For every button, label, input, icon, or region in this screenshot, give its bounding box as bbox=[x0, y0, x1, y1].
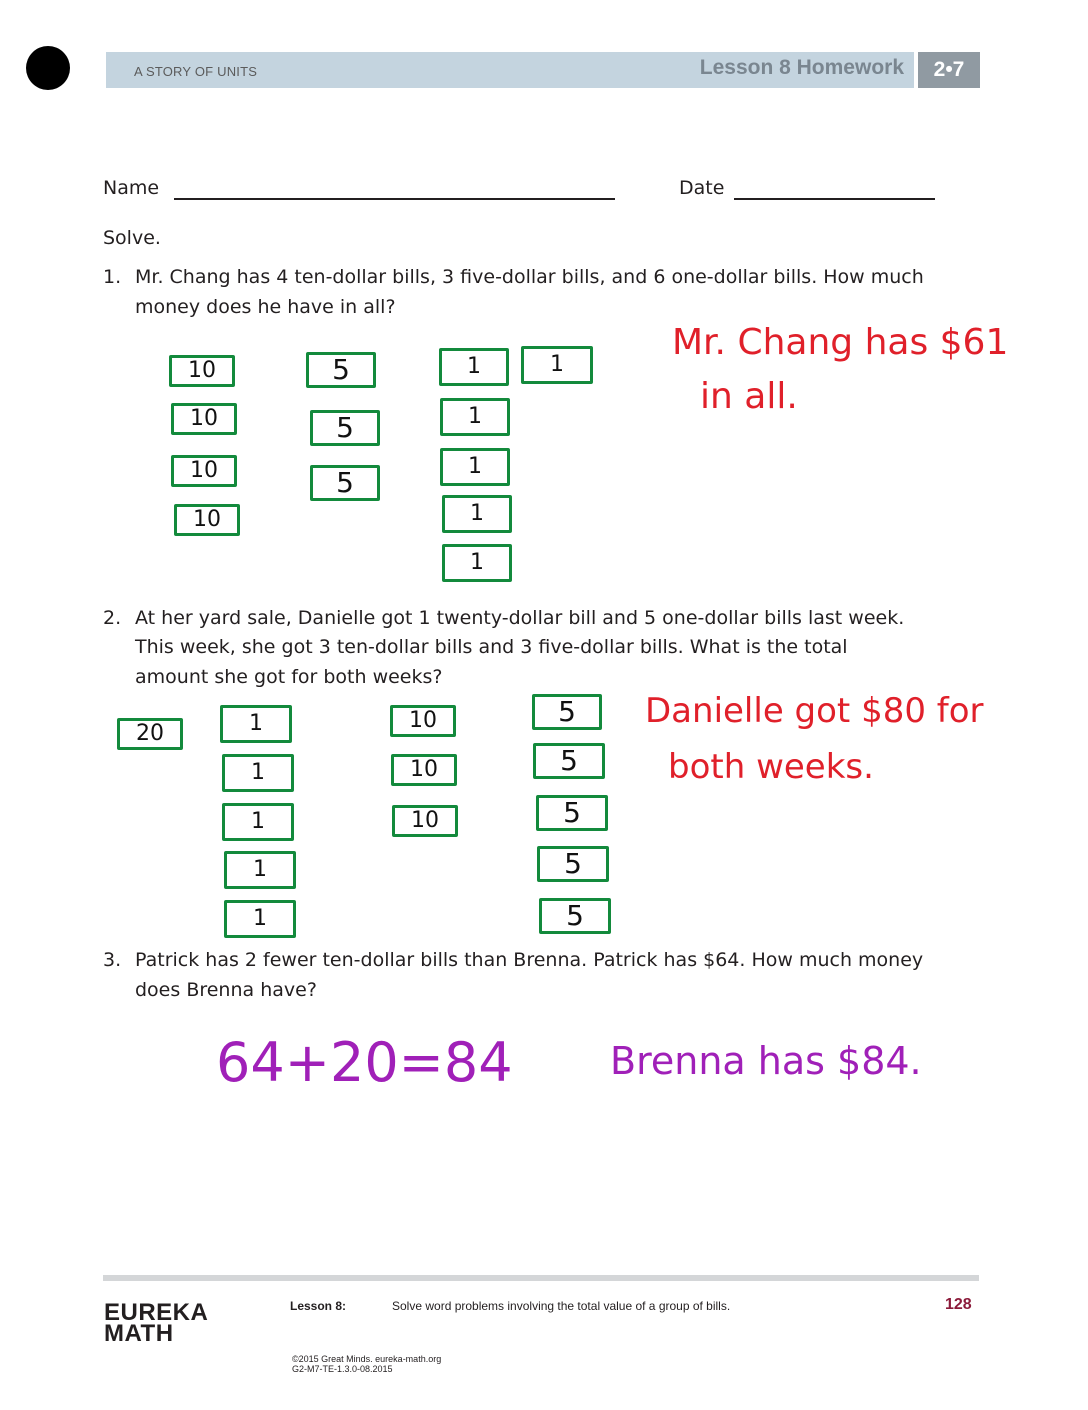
lesson-title: Lesson 8 Homework bbox=[699, 56, 904, 79]
one-dollar-bill: 1 bbox=[224, 900, 296, 938]
five-dollar-bill: 5 bbox=[532, 694, 602, 730]
one-dollar-bill: 1 bbox=[440, 398, 510, 436]
date-label: Date bbox=[679, 177, 725, 199]
problem-1-number: 1. bbox=[103, 266, 122, 288]
problem-2-text: This week, she got 3 ten-dollar bills and 3 five-dollar bills. What is the total bbox=[135, 636, 848, 658]
instructions: Solve. bbox=[103, 227, 161, 249]
one-dollar-bill: 1 bbox=[442, 495, 512, 533]
one-dollar-bill: 1 bbox=[439, 348, 509, 386]
ten-dollar-bill: 10 bbox=[391, 754, 457, 786]
problem-1-text: Mr. Chang has 4 ten-dollar bills, 3 five-dollar bills, and 6 one-dollar bills. How much bbox=[135, 266, 924, 288]
work-3-equation: 64+20=84 bbox=[216, 1031, 513, 1094]
answer-1-line-2: in all. bbox=[700, 376, 798, 417]
ten-dollar-bill: 10 bbox=[390, 705, 456, 737]
copyright: ©2015 Great Minds. eureka-math.org G2-M7-TE-1.3.0-08.2015 bbox=[292, 1354, 442, 1374]
problem-3-number: 3. bbox=[103, 949, 122, 971]
five-dollar-bill: 5 bbox=[310, 465, 380, 501]
one-dollar-bill: 1 bbox=[222, 803, 294, 841]
ten-dollar-bill: 10 bbox=[171, 455, 237, 487]
five-dollar-bill: 5 bbox=[533, 743, 605, 779]
problem-2-text: amount she got for both weeks? bbox=[135, 666, 443, 688]
ten-dollar-bill: 10 bbox=[174, 504, 240, 536]
one-dollar-bill: 1 bbox=[220, 705, 292, 743]
one-dollar-bill: 1 bbox=[442, 544, 512, 582]
problem-2-number: 2. bbox=[103, 607, 122, 629]
name-field[interactable] bbox=[174, 198, 615, 200]
five-dollar-bill: 5 bbox=[536, 795, 608, 831]
grade-module-badge: 2•7 bbox=[918, 52, 980, 88]
answer-1-line-1: Mr. Chang has $61 bbox=[672, 322, 1009, 363]
date-field[interactable] bbox=[734, 198, 935, 200]
footer-lesson-description: Solve word problems involving the total value of a group of bills. bbox=[392, 1299, 731, 1313]
answer-2-line-1: Danielle got $80 for bbox=[645, 691, 984, 731]
problem-3-text: Patrick has 2 fewer ten-dollar bills than Brenna. Patrick has $64. How much money bbox=[135, 949, 924, 971]
eureka-math-logo: EUREKA MATH bbox=[104, 1299, 209, 1347]
five-dollar-bill: 5 bbox=[310, 410, 380, 446]
one-dollar-bill: 1 bbox=[222, 754, 294, 792]
footer-lesson-label: Lesson 8: bbox=[290, 1299, 347, 1313]
ten-dollar-bill: 10 bbox=[171, 403, 237, 435]
footer-rule bbox=[103, 1275, 979, 1281]
five-dollar-bill: 5 bbox=[539, 898, 611, 934]
name-label: Name bbox=[103, 177, 160, 199]
five-dollar-bill: 5 bbox=[537, 846, 609, 882]
answer-2-line-2: both weeks. bbox=[668, 747, 874, 787]
one-dollar-bill: 1 bbox=[440, 448, 510, 486]
binder-hole bbox=[26, 46, 70, 90]
problem-1-text: money does he have in all? bbox=[135, 296, 396, 318]
one-dollar-bill: 1 bbox=[521, 346, 593, 384]
answer-3: Brenna has $84. bbox=[610, 1039, 922, 1083]
series-title: A STORY OF UNITS bbox=[134, 64, 258, 79]
problem-2-text: At her yard sale, Danielle got 1 twenty-dollar bill and 5 one-dollar bills last week. bbox=[135, 607, 905, 629]
ten-dollar-bill: 10 bbox=[169, 355, 235, 387]
problem-3-text: does Brenna have? bbox=[135, 979, 317, 1001]
ten-dollar-bill: 10 bbox=[392, 805, 458, 837]
twenty-dollar-bill: 20 bbox=[117, 718, 183, 750]
one-dollar-bill: 1 bbox=[224, 851, 296, 889]
page-number: 128 bbox=[945, 1296, 972, 1313]
five-dollar-bill: 5 bbox=[306, 352, 376, 388]
